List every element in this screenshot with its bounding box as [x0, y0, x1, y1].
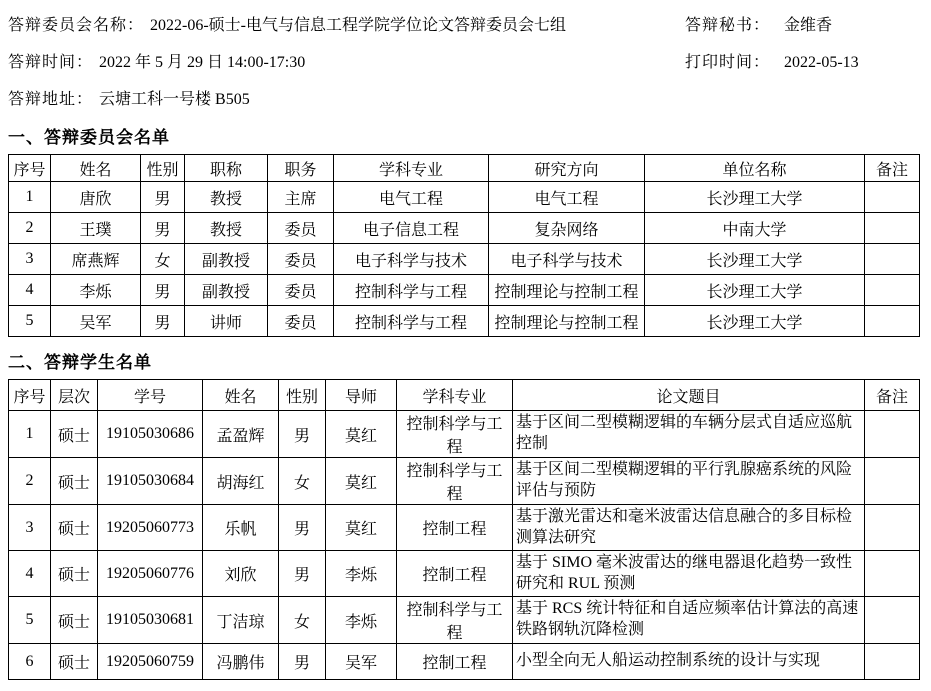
- table-cell: 硕士: [51, 551, 98, 597]
- table-cell: 长沙理工大学: [645, 275, 865, 306]
- table-cell: 硕士: [51, 597, 98, 644]
- table-cell: 控制理论与控制工程: [489, 275, 645, 306]
- table-cell: [865, 275, 920, 306]
- table-cell: 教授: [185, 213, 268, 244]
- defense-address-value: 云塘工科一号楼 B505: [99, 91, 250, 108]
- table-cell: 小型全向无人船运动控制系统的设计与实现: [513, 644, 865, 680]
- table-cell: 控制工程: [397, 644, 513, 680]
- table-cell: 19205060759: [98, 644, 203, 680]
- header-line-3: [8, 86, 931, 107]
- table-cell: 长沙理工大学: [645, 306, 865, 337]
- table-cell: 基于区间二型模糊逻辑的平行乳腺癌系统的风险评估与预防: [513, 458, 865, 505]
- table-cell: 19105030681: [98, 597, 203, 644]
- table-cell: [865, 182, 920, 213]
- table-cell: 2: [9, 213, 51, 244]
- table-cell: 李烁: [326, 597, 397, 644]
- table-cell: 委员: [268, 275, 334, 306]
- table-cell: 刘欣: [203, 551, 279, 597]
- table-cell: [865, 458, 920, 505]
- table-cell: 长沙理工大学: [645, 182, 865, 213]
- table-cell: 5: [9, 306, 51, 337]
- table-cell: 吴军: [326, 644, 397, 680]
- secretary-block: [685, 12, 832, 35]
- table-cell: 莫红: [326, 411, 397, 458]
- students-section-title: 二、答辩学生名单: [8, 353, 152, 372]
- table-row: [9, 458, 920, 505]
- defense-time-value: 2022 年 5 月 29 日 14:00-17:30: [99, 54, 306, 71]
- print-time-block: [685, 49, 859, 72]
- table-cell: 男: [141, 306, 185, 337]
- secretary-value: 金维香: [784, 17, 833, 34]
- table-cell: 男: [141, 182, 185, 213]
- table-cell: 控制科学与工程: [334, 306, 489, 337]
- table-cell: [865, 644, 920, 680]
- table-cell: 男: [141, 213, 185, 244]
- table-cell: 电气工程: [489, 182, 645, 213]
- table-row: [9, 505, 920, 551]
- committee-table: [8, 154, 920, 337]
- table-row: [9, 644, 920, 680]
- column-header: 层次: [51, 380, 98, 411]
- table-cell: 电子科学与技术: [334, 244, 489, 275]
- students-table-header-row: [9, 380, 920, 411]
- table-cell: 女: [279, 458, 326, 505]
- table-cell: 19105030684: [98, 458, 203, 505]
- table-cell: [865, 597, 920, 644]
- column-header: 序号: [9, 155, 51, 182]
- column-header: 研究方向: [489, 155, 645, 182]
- table-row: [9, 411, 920, 458]
- table-cell: 3: [9, 244, 51, 275]
- column-header: 备注: [865, 380, 920, 411]
- table-cell: 硕士: [51, 411, 98, 458]
- table-cell: 讲师: [185, 306, 268, 337]
- committee-name-value: 2022-06-硕士-电气与信息工程学院学位论文答辩委员会七组: [150, 17, 567, 34]
- committee-section-title: 一、答辩委员会名单: [8, 128, 170, 147]
- table-cell: 席燕辉: [51, 244, 141, 275]
- table-cell: 控制理论与控制工程: [489, 306, 645, 337]
- header-line-2: [8, 49, 931, 70]
- table-cell: 冯鹏伟: [203, 644, 279, 680]
- table-cell: 基于 SIMO 毫米波雷达的继电器退化趋势一致性研究和 RUL 预测: [513, 551, 865, 597]
- defense-time-label: 答辩时间：: [8, 54, 94, 71]
- table-cell: 吴军: [51, 306, 141, 337]
- column-header: 单位名称: [645, 155, 865, 182]
- table-cell: 王璞: [51, 213, 141, 244]
- table-cell: 控制科学与工程: [334, 275, 489, 306]
- print-time-label: 打印时间：: [685, 54, 771, 71]
- table-cell: 副教授: [185, 244, 268, 275]
- table-cell: 1: [9, 182, 51, 213]
- table-cell: 控制科学与工程: [397, 458, 513, 505]
- table-row: [9, 275, 920, 306]
- table-cell: 4: [9, 275, 51, 306]
- column-header: 学科专业: [334, 155, 489, 182]
- table-cell: [865, 213, 920, 244]
- table-cell: [865, 505, 920, 551]
- table-cell: 男: [141, 275, 185, 306]
- table-cell: 控制科学与工程: [397, 597, 513, 644]
- table-cell: 男: [279, 411, 326, 458]
- table-cell: 女: [141, 244, 185, 275]
- table-cell: 委员: [268, 306, 334, 337]
- table-cell: 莫红: [326, 505, 397, 551]
- committee-table-header-row: [9, 155, 920, 182]
- table-cell: 硕士: [51, 644, 98, 680]
- table-row: [9, 244, 920, 275]
- column-header: 导师: [326, 380, 397, 411]
- table-cell: 复杂网络: [489, 213, 645, 244]
- table-cell: [865, 551, 920, 597]
- table-cell: [865, 244, 920, 275]
- table-cell: 5: [9, 597, 51, 644]
- table-row: [9, 597, 920, 644]
- table-cell: 电气工程: [334, 182, 489, 213]
- table-cell: 19205060773: [98, 505, 203, 551]
- table-cell: 基于激光雷达和毫米波雷达信息融合的多目标检测算法研究: [513, 505, 865, 551]
- table-cell: 莫红: [326, 458, 397, 505]
- defense-address-label: 答辩地址：: [8, 91, 94, 108]
- column-header: 职务: [268, 155, 334, 182]
- column-header: 学科专业: [397, 380, 513, 411]
- table-cell: 19105030686: [98, 411, 203, 458]
- column-header: 性别: [141, 155, 185, 182]
- column-header: 序号: [9, 380, 51, 411]
- table-cell: 控制科学与工程: [397, 411, 513, 458]
- table-cell: 6: [9, 644, 51, 680]
- table-cell: 电子信息工程: [334, 213, 489, 244]
- committee-name-label: 答辩委员会名称：: [8, 17, 145, 34]
- table-cell: 1: [9, 411, 51, 458]
- column-header: 姓名: [203, 380, 279, 411]
- table-cell: 主席: [268, 182, 334, 213]
- table-cell: 委员: [268, 244, 334, 275]
- column-header: 学号: [98, 380, 203, 411]
- table-row: [9, 213, 920, 244]
- table-cell: 胡海红: [203, 458, 279, 505]
- table-cell: 3: [9, 505, 51, 551]
- table-cell: 硕士: [51, 505, 98, 551]
- table-cell: 副教授: [185, 275, 268, 306]
- table-cell: 丁洁琼: [203, 597, 279, 644]
- table-cell: 男: [279, 551, 326, 597]
- table-cell: 长沙理工大学: [645, 244, 865, 275]
- table-cell: 唐欣: [51, 182, 141, 213]
- students-table: [8, 379, 920, 680]
- column-header: 姓名: [51, 155, 141, 182]
- table-cell: 李烁: [51, 275, 141, 306]
- table-cell: 乐帆: [203, 505, 279, 551]
- table-row: [9, 182, 920, 213]
- table-cell: 女: [279, 597, 326, 644]
- table-row: [9, 306, 920, 337]
- table-cell: [865, 411, 920, 458]
- column-header: 备注: [865, 155, 920, 182]
- table-cell: 电子科学与技术: [489, 244, 645, 275]
- table-cell: 基于 RCS 统计特征和自适应频率估计算法的高速铁路钢轨沉降检测: [513, 597, 865, 644]
- table-cell: 孟盈辉: [203, 411, 279, 458]
- table-cell: 男: [279, 505, 326, 551]
- header-line-1: [8, 12, 931, 33]
- table-cell: 李烁: [326, 551, 397, 597]
- column-header: 论文题目: [513, 380, 865, 411]
- table-cell: 教授: [185, 182, 268, 213]
- table-cell: 2: [9, 458, 51, 505]
- table-cell: 硕士: [51, 458, 98, 505]
- table-cell: 4: [9, 551, 51, 597]
- column-header: 职称: [185, 155, 268, 182]
- print-time-value: 2022-05-13: [784, 54, 859, 71]
- table-cell: 控制工程: [397, 551, 513, 597]
- table-cell: 男: [279, 644, 326, 680]
- table-cell: 基于区间二型模糊逻辑的车辆分层式自适应巡航控制: [513, 411, 865, 458]
- table-cell: 19205060776: [98, 551, 203, 597]
- table-cell: 控制工程: [397, 505, 513, 551]
- column-header: 性别: [279, 380, 326, 411]
- secretary-label: 答辩秘书：: [685, 17, 771, 34]
- table-cell: 中南大学: [645, 213, 865, 244]
- table-row: [9, 551, 920, 597]
- table-cell: [865, 306, 920, 337]
- table-cell: 委员: [268, 213, 334, 244]
